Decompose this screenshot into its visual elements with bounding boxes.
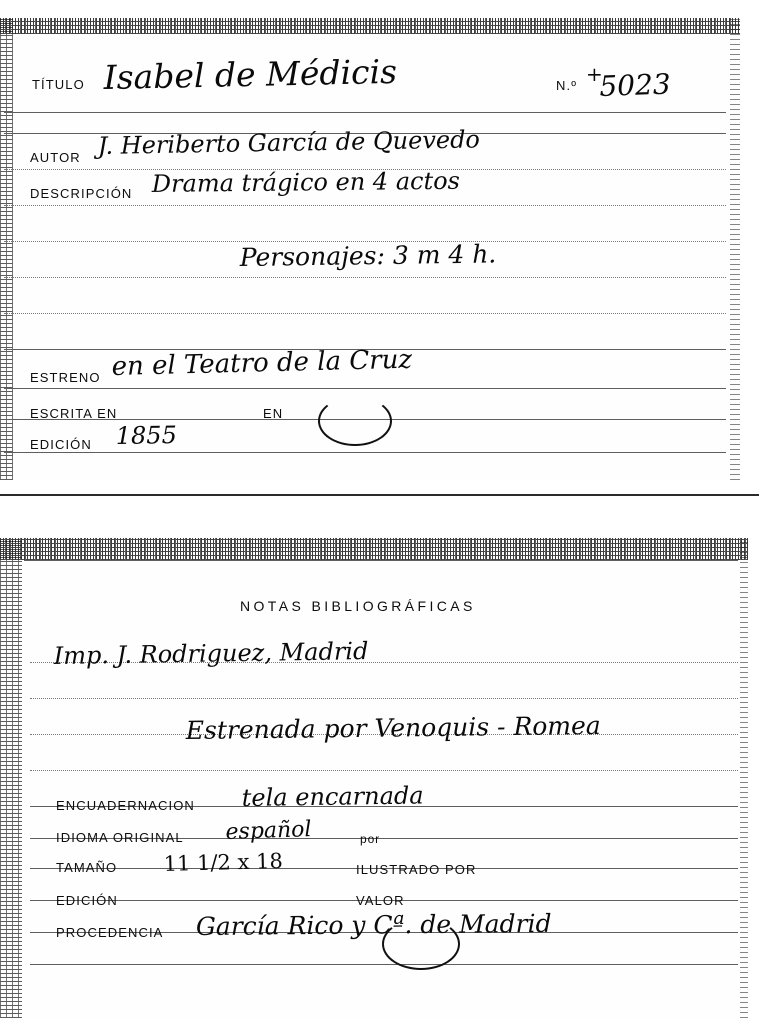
rule-front-6 <box>4 277 726 278</box>
rule-back-1 <box>24 560 738 561</box>
value-personajes: Personajes: 3 m 4 h. <box>239 239 497 272</box>
value-numero-prefix: + <box>586 62 603 86</box>
ink-blot-front <box>318 396 392 446</box>
value-estrenada: Estrenada por Venoquis - Romea <box>185 710 601 745</box>
label-valor: VALOR <box>356 893 405 908</box>
rule-back-11 <box>30 964 738 965</box>
rule-back-3 <box>30 698 738 699</box>
notas-bibliograficas-heading: NOTAS BIBLIOGRÁFICAS <box>240 598 476 614</box>
value-descripcion: Drama trágico en 4 actos <box>151 166 461 198</box>
label-procedencia: PROCEDENCIA <box>56 925 164 940</box>
label-encuadernacion: ENCUADERNACION <box>56 798 195 813</box>
card-back-top-edge-noise <box>0 538 748 560</box>
label-autor: AUTOR <box>30 150 81 165</box>
rule-back-5 <box>30 770 738 771</box>
label-escrita-en: ESCRITA EN <box>30 406 118 421</box>
value-titulo: Isabel de Médicis <box>103 51 398 97</box>
ink-blot-back <box>382 918 460 970</box>
label-edicion-back: EDICIÓN <box>56 893 118 908</box>
card-left-edge-noise <box>0 18 13 480</box>
rule-front-1 <box>4 112 726 113</box>
label-descripcion: DESCRIPCIÓN <box>30 186 133 201</box>
label-idioma-original: IDIOMA ORIGINAL <box>56 830 184 845</box>
rule-front-9 <box>4 388 726 389</box>
rule-front-11 <box>4 452 726 453</box>
label-ilustrado-por: ILUSTRADO POR <box>356 862 477 877</box>
value-numero: 5023 <box>598 67 672 103</box>
value-autor: J. Heriberto García de Quevedo <box>97 125 481 160</box>
value-encuadernacion: tela encarnada <box>241 781 424 812</box>
label-edicion: EDICIÓN <box>30 437 92 452</box>
rule-front-4 <box>4 205 726 206</box>
value-imprenta: Imp. J. Rodriguez, Madrid <box>53 637 369 670</box>
label-estreno: ESTRENO <box>30 370 101 385</box>
rule-front-7 <box>4 313 726 314</box>
label-titulo: TÍTULO <box>32 77 85 92</box>
label-por: por <box>360 832 381 846</box>
value-tamano: 11 1/2 x 18 <box>163 848 284 876</box>
catalog-card-front <box>0 0 759 500</box>
label-en: EN <box>263 406 284 421</box>
card-back-left-edge-noise <box>0 538 22 1018</box>
value-idioma-original: español <box>225 817 312 845</box>
value-estreno: en el Teatro de la Cruz <box>111 344 413 382</box>
card-right-edge-noise <box>730 18 740 480</box>
value-procedencia: García Rico y Cª. de Madrid <box>195 908 552 941</box>
card-back-right-edge-noise <box>740 538 748 1018</box>
label-tamano: TAMAÑO <box>56 860 118 875</box>
card-top-edge-noise <box>0 18 740 34</box>
value-edicion: 1855 <box>115 420 178 450</box>
catalog-card-back <box>0 530 759 1028</box>
scan-divider <box>0 494 759 496</box>
label-numero: N.º <box>556 78 578 93</box>
